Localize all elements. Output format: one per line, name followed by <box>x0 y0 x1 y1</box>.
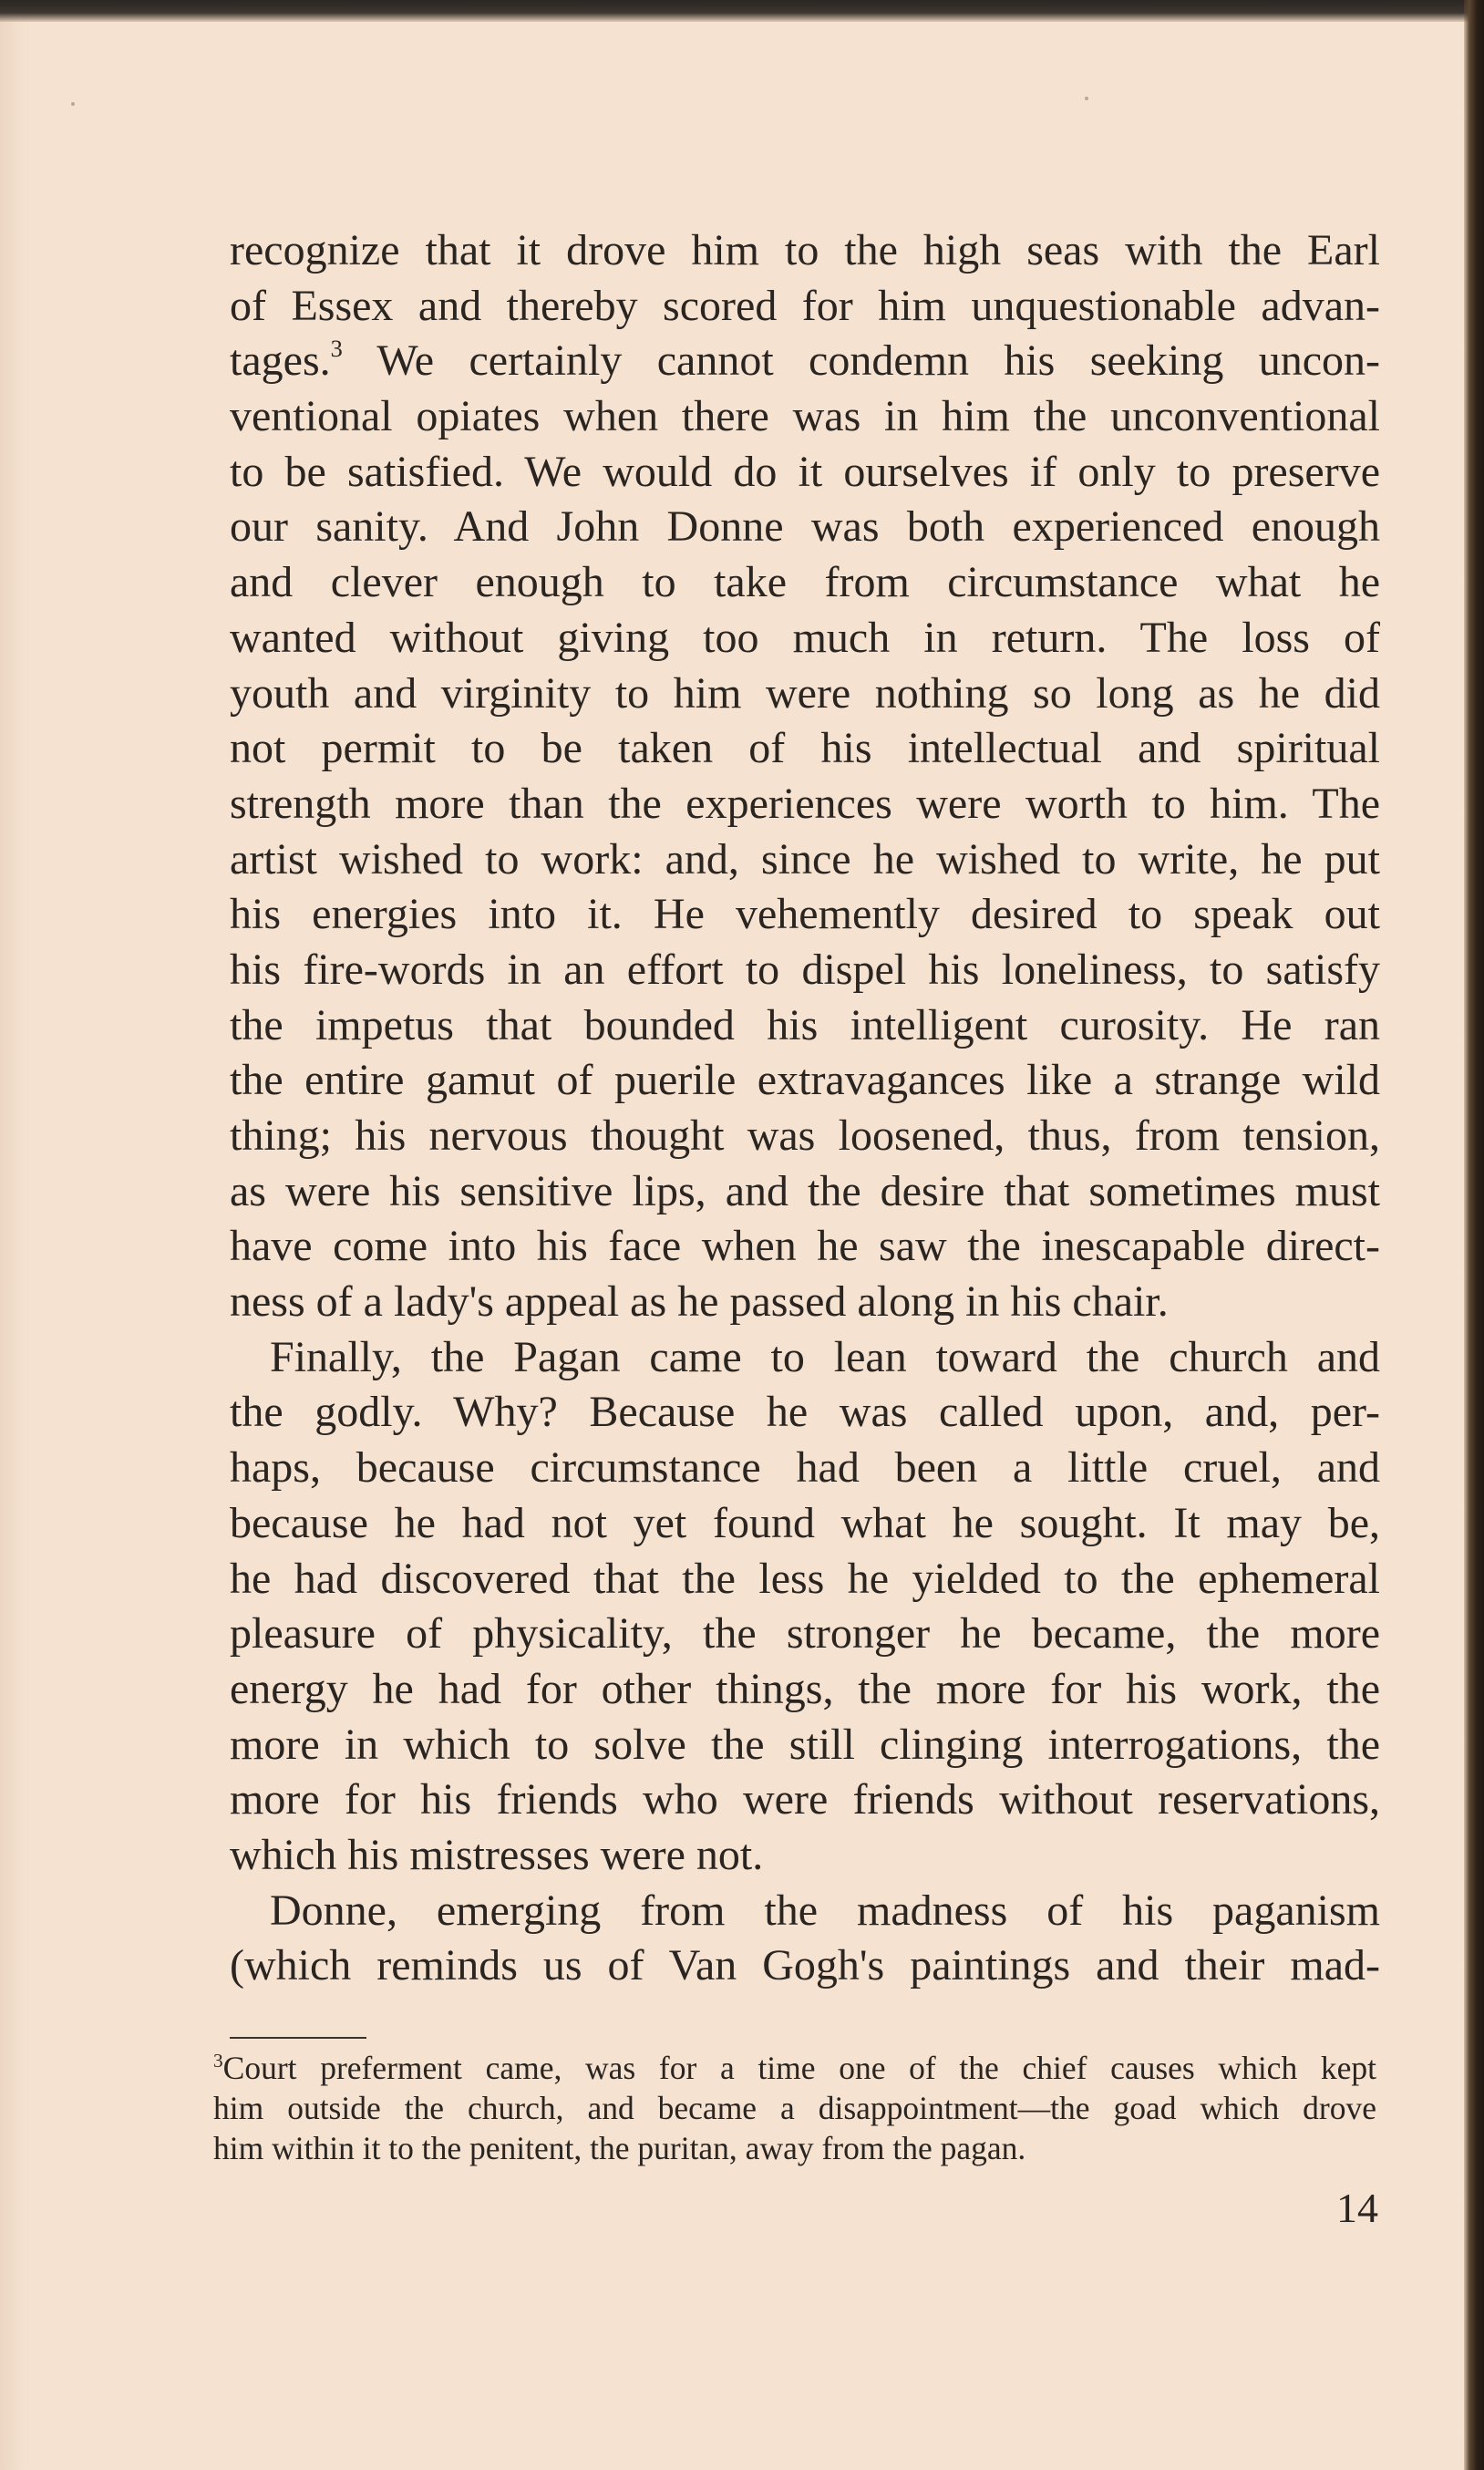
text-line: his energies into it. He vehemently desired to speak out <box>230 890 1380 939</box>
text-line: not permit to be taken of his intellectual and spiritual <box>230 724 1380 773</box>
footnote-divider <box>230 2037 366 2039</box>
text-line: pleasure of physicality, the stronger he became, the more <box>230 1609 1380 1659</box>
text-line: because he had not yet found what he sought. It may be, <box>230 1498 1380 1547</box>
footnote-line: him outside the church, and became a disappointment—the goad which drove <box>213 2090 1376 2126</box>
text-fragment: tages. <box>230 336 331 386</box>
text-line: strength more than the experiences were worth to him. The <box>230 779 1380 828</box>
text-line: he had discovered that the less he yielded to the ephemeral <box>230 1554 1380 1603</box>
page-number: 14 <box>1336 2185 1378 2231</box>
paper-speck <box>71 102 75 106</box>
paragraph-start-line: Donne, emerging from the madness of his paganism <box>270 1886 1380 1935</box>
text-line: of Essex and thereby scored for him unquestionable advan- <box>230 281 1380 330</box>
text-fragment: We certainly cannot condemn his seeking uncon- <box>342 336 1380 386</box>
text-line: and clever enough to take from circumstance what he <box>230 558 1380 607</box>
paper-speck <box>1085 97 1088 100</box>
text-line: which his mistresses were not. <box>230 1830 764 1879</box>
page-binding-edge <box>1464 0 1484 2470</box>
text-line: more in which to solve the still clinging interrogations, the <box>230 1720 1380 1769</box>
text-line: to be satisfied. We would do it ourselves if only to preserve <box>230 447 1380 496</box>
text-line: artist wished to work: and, since he wished to write, he put <box>230 834 1380 884</box>
paragraph-start-line: Finally, the Pagan came to lean toward the church and <box>270 1332 1380 1381</box>
text-line: ness of a lady's appeal as he passed along in his chair. <box>230 1277 1169 1327</box>
page-top-edge-shadow <box>0 0 1484 22</box>
text-line: the godly. Why? Because he was called upon, and, per- <box>230 1388 1380 1437</box>
text-line: haps, because circumstance had been a little cruel, and <box>230 1443 1380 1493</box>
text-line: youth and virginity to him were nothing so long as he did <box>230 668 1380 718</box>
text-line: ventional opiates when there was in him the unconventional <box>230 392 1380 441</box>
text-line: energy he had for other things, the more for his work, the <box>230 1664 1380 1713</box>
text-line-with-footnote-ref <box>230 334 1380 389</box>
footnote-marker: 3 <box>213 2050 223 2072</box>
text-line: more for his friends who were friends without reservations, <box>230 1775 1380 1824</box>
text-line: the impetus that bounded his intelligent curosity. He ran <box>230 1000 1380 1049</box>
text-line: (which reminds us of Van Gogh's paintings and their mad- <box>230 1941 1380 1990</box>
text-line: the entire gamut of puerile extravagances like a strange wild <box>230 1056 1380 1105</box>
text-line: our sanity. And John Donne was both experienced enough <box>230 502 1380 552</box>
footnote-text: Court preferment came, was for a time one of the chief causes which kept <box>222 2050 1376 2086</box>
text-line: his fire-words in an effort to dispel his loneliness, to satisfy <box>230 945 1380 994</box>
footnote-line: him within it to the penitent, the puritan, away from the pagan. <box>213 2130 1026 2166</box>
text-line: thing; his nervous thought was loosened, thus, from tension, <box>230 1111 1380 1160</box>
footnote-line <box>213 2048 1376 2088</box>
footnote-reference: 3 <box>330 335 343 363</box>
text-line: have come into his face when he saw the inescapable direct- <box>230 1222 1380 1271</box>
text-line: wanted without giving too much in return. The loss of <box>230 613 1380 662</box>
footnote <box>213 2048 1376 2168</box>
text-line: as were his sensitive lips, and the desire that sometimes must <box>230 1166 1380 1215</box>
text-line: recognize that it drove him to the high seas with the Earl <box>230 226 1380 274</box>
body-text <box>230 223 1380 1994</box>
